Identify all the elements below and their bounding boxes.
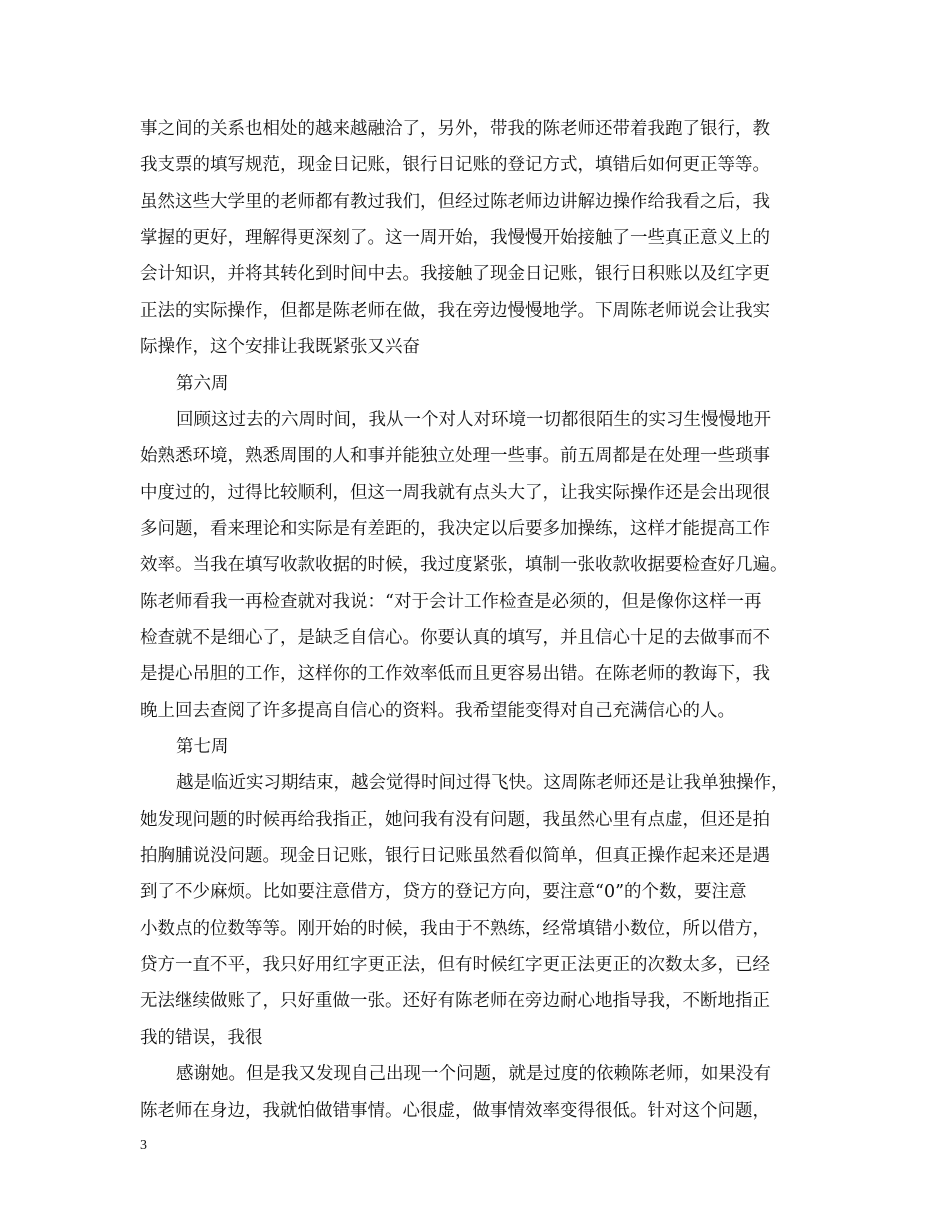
text-line: 检查就不是细心了，是缺乏自信心。你要认真的填写，并且信心十足的去做事而不: [140, 627, 770, 648]
text-line: 际操作，这个安排让我既紧张又兴奋: [140, 337, 420, 358]
text-line: 感谢她。但是我又发现自己出现一个问题，就是过度的依赖陈老师，如果没有: [176, 1064, 771, 1085]
text-line: 掌握的更好，理解得更深刻了。这一周开始，我慢慢开始接触了一些真正意义上的: [140, 228, 770, 249]
text-line: 陈老师在身边，我就怕做错事情。心很虚，做事情效率变得很低。针对这个问题，: [140, 1100, 770, 1121]
text-line: 陈老师看我一再检查就对我说：“对于会计工作检查是必须的，但是像你这样一再: [140, 591, 762, 612]
text-line: 事之间的关系也相处的越来越融洽了，另外，带我的陈老师还带着我跑了银行，教: [140, 119, 770, 139]
text-line: 小数点的位数等等。刚开始的时候，我由于不熟练，经常填错小数位，所以借方，: [140, 918, 770, 939]
page-number: 3: [140, 1138, 147, 1153]
text-line: 是提心吊胆的工作，这样你的工作效率低而且更容易出错。在陈老师的教诲下，我: [140, 664, 770, 685]
text-line: 虽然这些大学里的老师都有教过我们，但经过陈老师边讲解边操作给我看之后，我: [140, 191, 770, 212]
text-line: 回顾这过去的六周时间，我从一个对人对环境一切都很陌生的实习生慢慢地开: [176, 409, 771, 430]
text-line: 到了不少麻烦。比如要注意借方，贷方的登记方向，要注意“0”的个数，要注意: [140, 882, 747, 903]
text-line: 效率。当我在填写收款收据的时候，我过度紧张，填制一张收款收据要检查好几遍。: [140, 555, 788, 576]
text-line: 她发现问题的时候再给我指正，她问我有没有问题，我虽然心里有点虚，但还是拍: [140, 809, 770, 830]
text-line: 第六周: [176, 373, 229, 394]
text-line: 始熟悉环境，熟悉周围的人和事并能独立处理一些事。前五周都是在处理一些琐事: [140, 446, 770, 467]
text-line: 中度过的，过得比较顺利，但这一周我就有点头大了，让我实际操作还是会出现很: [140, 482, 770, 503]
text-line: 我支票的填写规范，现金日记账，银行日记账的登记方式，填错后如何更正等等。: [140, 155, 770, 176]
text-line: 我的错误，我很: [140, 1027, 263, 1048]
text-line: 越是临近实习期结束，越会觉得时间过得飞快。这周陈老师还是让我单独操作，: [176, 773, 789, 794]
text-line: 第七周: [176, 737, 229, 757]
text-line: 无法继续做账了，只好重做一张。还好有陈老师在旁边耐心地指导我，不断地指正: [140, 991, 770, 1012]
text-line: 拍胸脯说没问题。现金日记账，银行日记账虽然看似简单，但真正操作起来还是遇: [140, 846, 770, 866]
text-line: 会计知识，并将其转化到时间中去。我接触了现金日记账，银行日积账以及红字更: [140, 264, 770, 285]
text-line: 正法的实际操作，但都是陈老师在做，我在旁边慢慢地学。下周陈老师说会让我实: [140, 300, 770, 321]
text-line: 多问题，看来理论和实际是有差距的，我决定以后要多加操练，这样才能提高工作: [140, 518, 770, 539]
text-line: 贷方一直不平，我只好用红字更正法，但有时候红字更正法更正的次数太多，已经: [140, 955, 770, 976]
text-line: 晚上回去查阅了许多提高自信心的资料。我希望能变得对自己充满信心的人。: [140, 700, 735, 721]
